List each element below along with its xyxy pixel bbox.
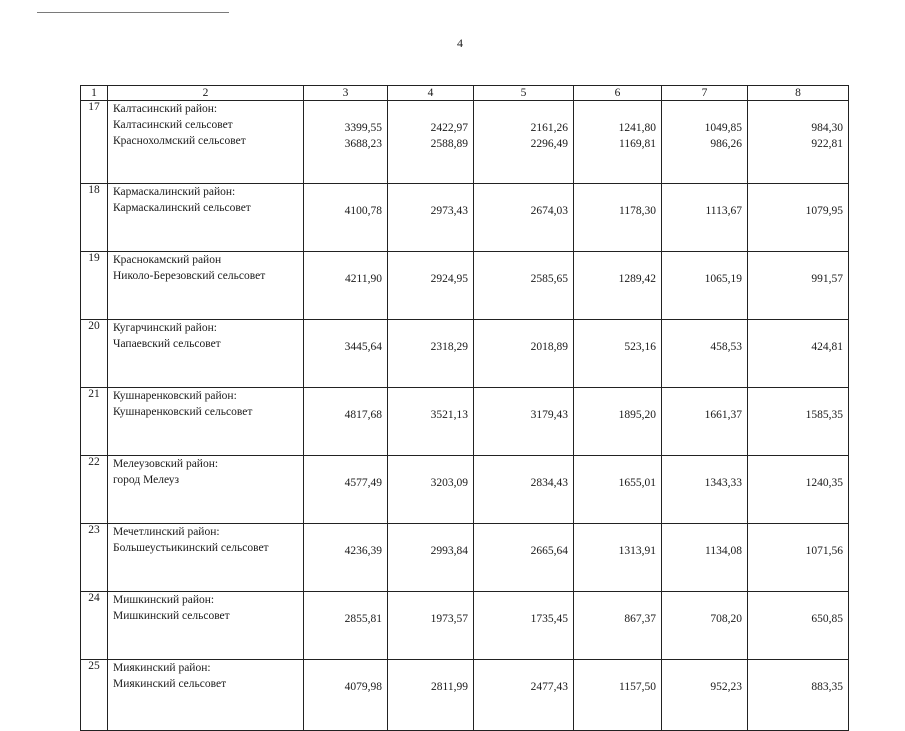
value-cell: 2973,43: [388, 184, 474, 252]
council-name: Кушнаренковский сельсовет: [113, 406, 253, 418]
council-name: Мишкинский сельсовет: [113, 610, 230, 622]
value-cell: 650,85: [748, 592, 849, 660]
column-header: 5: [474, 86, 574, 101]
council-name: Миякинский сельсовет: [113, 678, 227, 690]
value-cell: 4577,49: [304, 456, 388, 524]
value-cell: [304, 101, 388, 184]
value-cell: 1289,42: [574, 252, 662, 320]
value-cell: 1661,37: [662, 388, 748, 456]
column-header: 1: [81, 86, 108, 101]
territory-cell: [108, 388, 304, 456]
council-name: Калтасинский сельсовет: [113, 119, 233, 131]
value-cell: 2585,65: [474, 252, 574, 320]
value-cell: 1895,20: [574, 388, 662, 456]
territory-cell: [108, 184, 304, 252]
council-name: Кармаскалинский сельсовет: [113, 202, 251, 214]
value-cell: 1655,01: [574, 456, 662, 524]
value-cell: 424,81: [748, 320, 849, 388]
value: 1049,85: [704, 122, 742, 134]
value-cell: 2924,95: [388, 252, 474, 320]
header-row: [81, 86, 849, 101]
row-number: 22: [81, 456, 108, 524]
value-cell: 1065,19: [662, 252, 748, 320]
table-row: [81, 524, 849, 592]
value-cell: 2018,89: [474, 320, 574, 388]
value-cell: 1079,95: [748, 184, 849, 252]
table-row: [81, 252, 849, 320]
value-cell: 1134,08: [662, 524, 748, 592]
column-header: 3: [304, 86, 388, 101]
value-cell: [662, 101, 748, 184]
value-cell: 1113,67: [662, 184, 748, 252]
value-cell: 2477,43: [474, 660, 574, 731]
district-name: Мишкинский район:: [113, 594, 215, 606]
value-cell: 4100,78: [304, 184, 388, 252]
territory-cell: [108, 524, 304, 592]
value: 1169,81: [619, 138, 656, 150]
value-cell: 1343,33: [662, 456, 748, 524]
territory-cell: [108, 252, 304, 320]
value-cell: 523,16: [574, 320, 662, 388]
table-row: [81, 660, 849, 731]
value-cell: 867,37: [574, 592, 662, 660]
value: 3688,23: [344, 138, 382, 150]
value-cell: 1585,35: [748, 388, 849, 456]
district-name: Кугарчинский район:: [113, 322, 217, 334]
column-header: 6: [574, 86, 662, 101]
value-cell: 1313,91: [574, 524, 662, 592]
value-cell: [474, 101, 574, 184]
value-cell: 4817,68: [304, 388, 388, 456]
value-cell: 2834,43: [474, 456, 574, 524]
council-name: Краснохолмский сельсовет: [113, 135, 246, 147]
value-cell: 3521,13: [388, 388, 474, 456]
district-name: Краснокамский район: [113, 254, 222, 266]
value-cell: 1240,35: [748, 456, 849, 524]
territory-cell: [108, 456, 304, 524]
district-name: Мелеузовский район:: [113, 458, 219, 470]
district-name: Кушнаренковский район:: [113, 390, 237, 402]
value: 922,81: [811, 138, 843, 150]
value-cell: 2855,81: [304, 592, 388, 660]
value-cell: 991,57: [748, 252, 849, 320]
value-cell: 4236,39: [304, 524, 388, 592]
value: 1241,80: [618, 122, 656, 134]
row-number: 25: [81, 660, 108, 731]
page-number: 4: [457, 36, 463, 50]
table-row: [81, 456, 849, 524]
value-cell: 4079,98: [304, 660, 388, 731]
council-name: Чапаевский сельсовет: [113, 338, 221, 350]
table-row: [81, 320, 849, 388]
row-number: 19: [81, 252, 108, 320]
row-number: 21: [81, 388, 108, 456]
value-cell: 458,53: [662, 320, 748, 388]
row-number: 23: [81, 524, 108, 592]
value-cell: 2665,64: [474, 524, 574, 592]
district-name: Мечетлинский район:: [113, 526, 220, 538]
value-cell: 3445,64: [304, 320, 388, 388]
value-cell: 2674,03: [474, 184, 574, 252]
council-name: Большеустьикинский сельсовет: [113, 542, 269, 554]
district-name: Миякинский район:: [113, 662, 211, 674]
value-cell: [748, 101, 849, 184]
value: 984,30: [811, 122, 843, 134]
value-cell: 3203,09: [388, 456, 474, 524]
row-number: 18: [81, 184, 108, 252]
value-cell: [388, 101, 474, 184]
row-number: 20: [81, 320, 108, 388]
value-cell: 952,23: [662, 660, 748, 731]
value-cell: 1973,57: [388, 592, 474, 660]
data-table: [80, 85, 849, 731]
value: 2296,49: [530, 138, 568, 150]
value-cell: 708,20: [662, 592, 748, 660]
row-number: 24: [81, 592, 108, 660]
territory-cell: [108, 101, 304, 184]
district-name: Кармаскалинский район:: [113, 186, 236, 198]
column-header: 7: [662, 86, 748, 101]
value-cell: 3179,43: [474, 388, 574, 456]
territory-cell: [108, 660, 304, 731]
value: 2588,89: [430, 138, 468, 150]
district-name: Калтасинский район:: [113, 103, 218, 115]
territory-cell: [108, 592, 304, 660]
value-cell: 2318,29: [388, 320, 474, 388]
column-header: 4: [388, 86, 474, 101]
table-row: [81, 592, 849, 660]
value-cell: 1157,50: [574, 660, 662, 731]
table-row: [81, 388, 849, 456]
value-cell: 1735,45: [474, 592, 574, 660]
column-header: 2: [108, 86, 304, 101]
value-cell: 883,35: [748, 660, 849, 731]
territory-cell: [108, 320, 304, 388]
value-cell: [574, 101, 662, 184]
council-name: Николо-Березовский сельсовет: [113, 270, 266, 282]
council-name: город Мелеуз: [113, 474, 180, 486]
table-row: [81, 184, 849, 252]
table-row: [81, 101, 849, 184]
value-cell: 1071,56: [748, 524, 849, 592]
value: 3399,55: [344, 122, 382, 134]
value: 2161,26: [530, 122, 568, 134]
column-header: 8: [748, 86, 849, 101]
value-cell: 2811,99: [388, 660, 474, 731]
value-cell: 4211,90: [304, 252, 388, 320]
value-cell: 1178,30: [574, 184, 662, 252]
row-number: 17: [81, 101, 108, 184]
top-rule: [37, 12, 229, 13]
value: 2422,97: [430, 122, 468, 134]
value: 986,26: [710, 138, 742, 150]
value-cell: 2993,84: [388, 524, 474, 592]
